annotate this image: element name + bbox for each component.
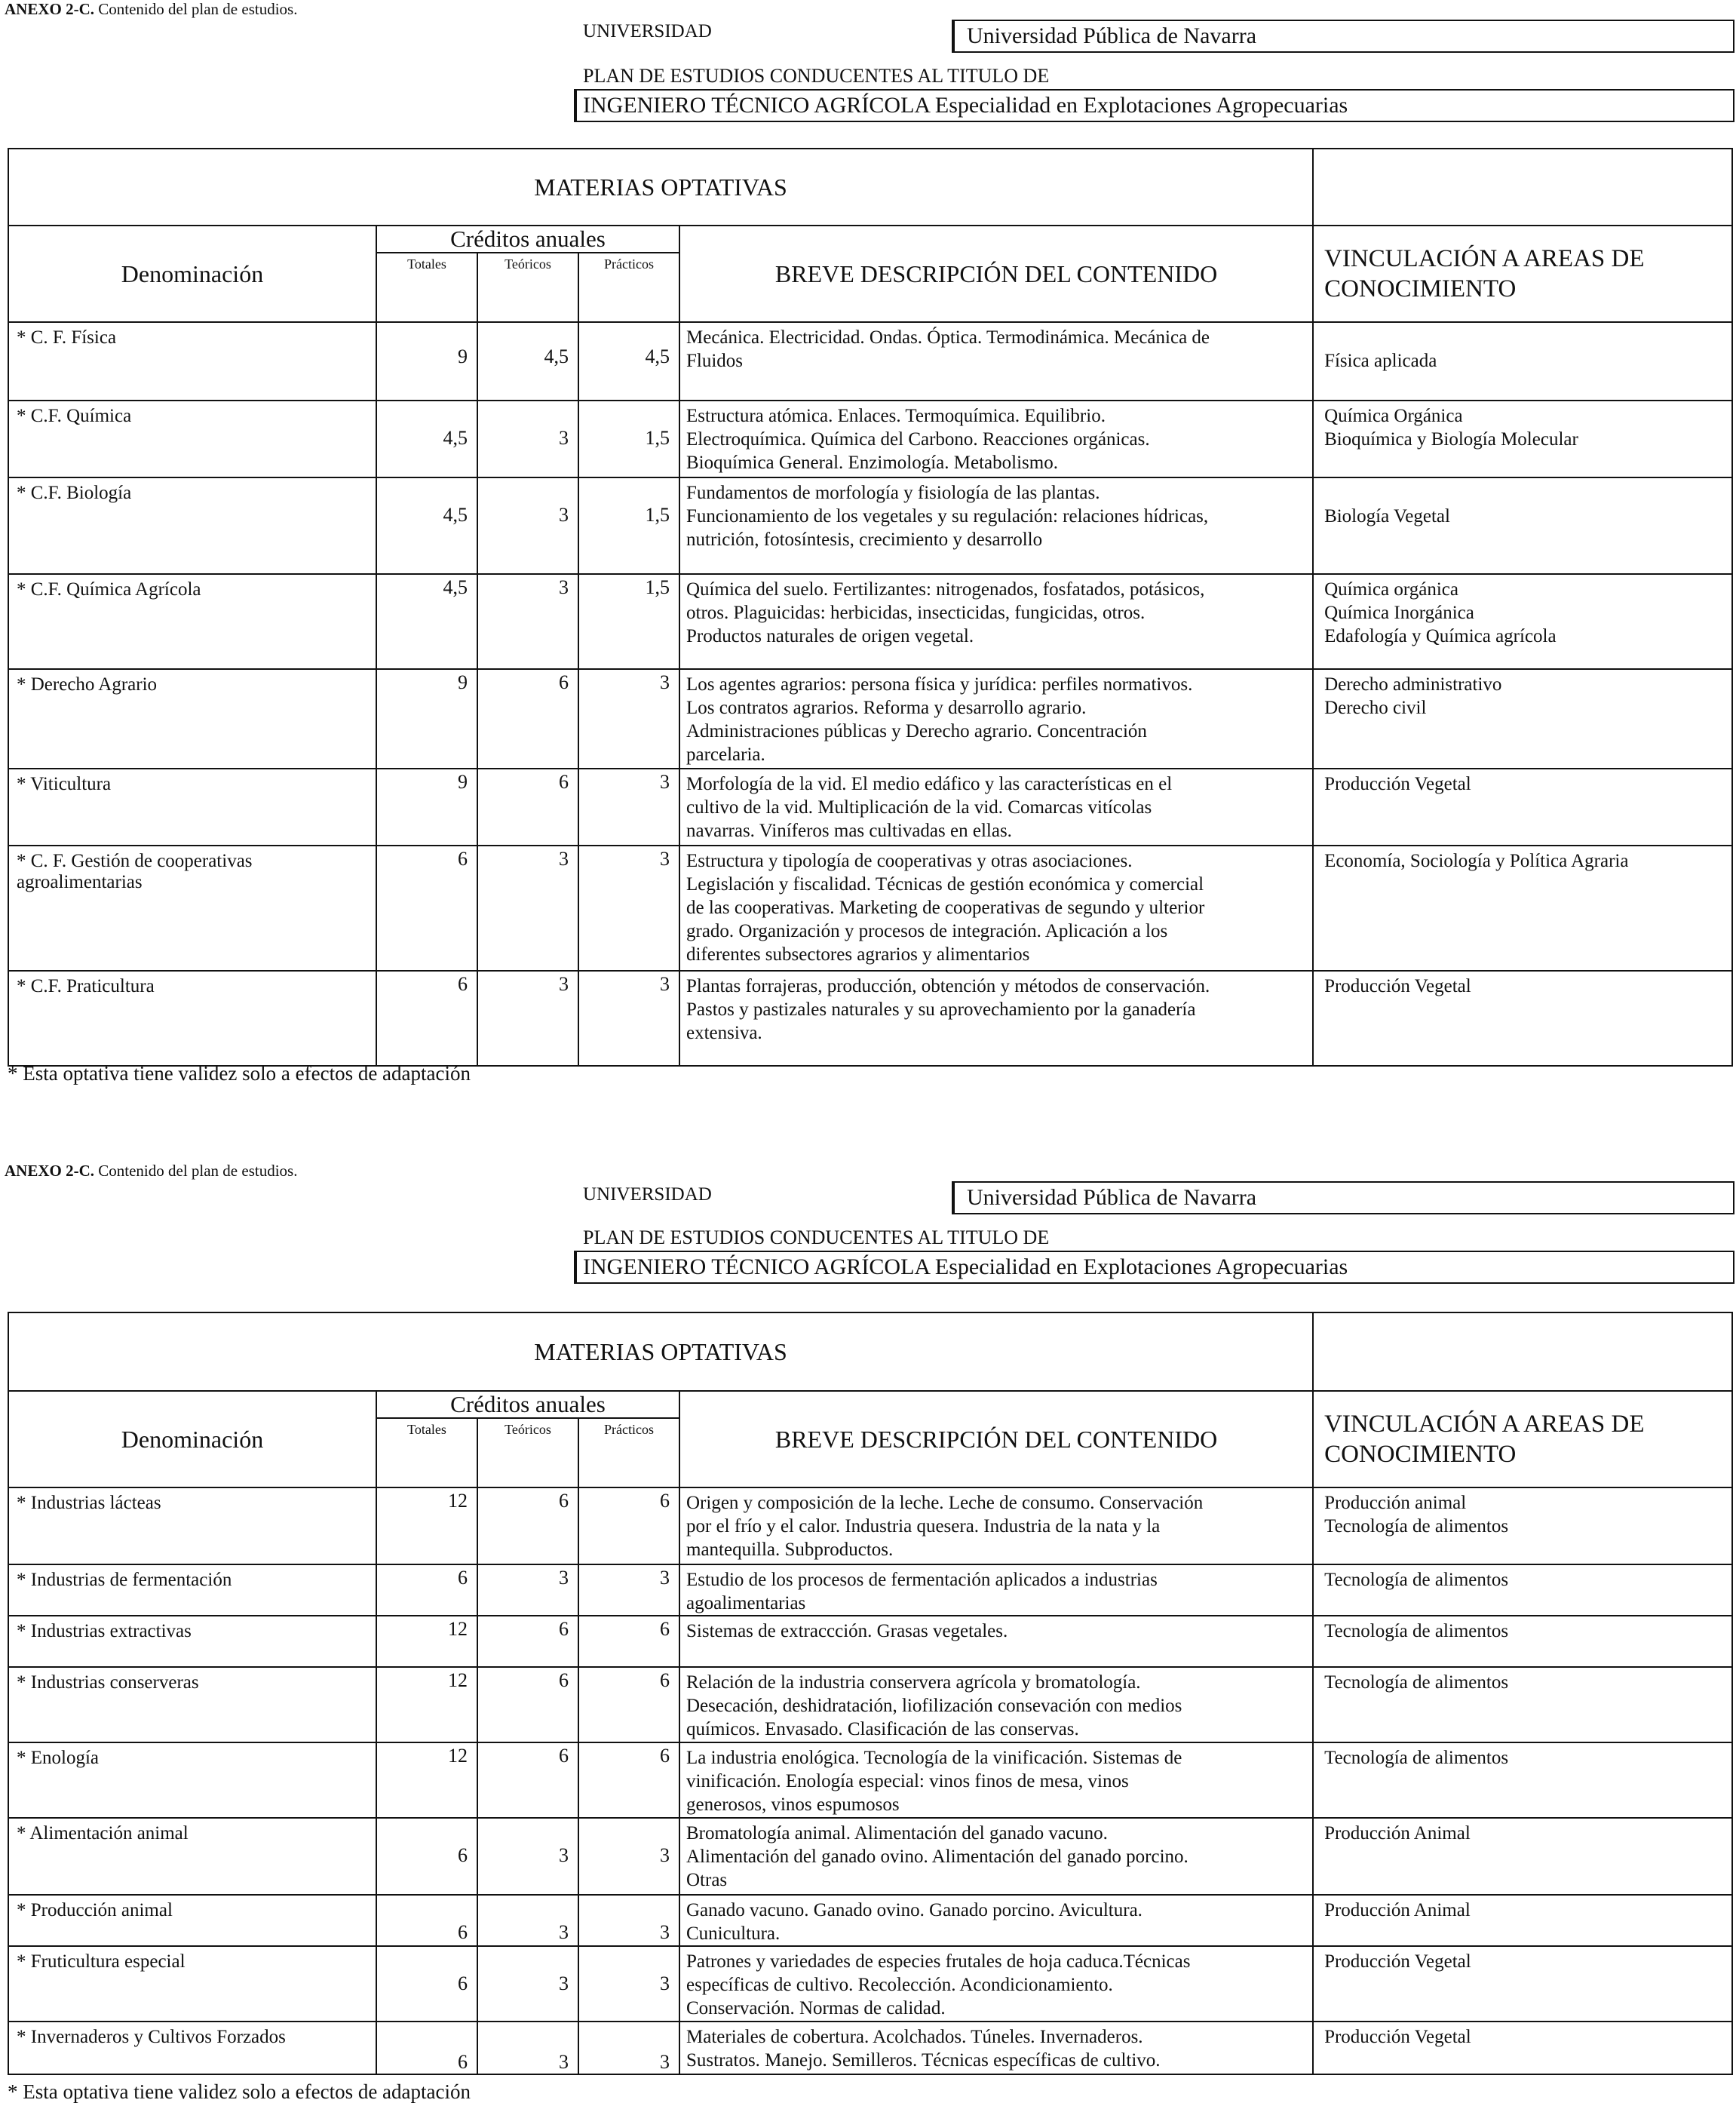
area-line: Física aplicada	[1324, 351, 1437, 371]
credits-total: 6	[376, 1946, 477, 2022]
table-row	[8, 1946, 1732, 2022]
subject-name: * Enología	[8, 1742, 376, 1818]
area-line: Economía, Sociología y Política Agraria	[1324, 851, 1629, 871]
subject-description	[679, 574, 1313, 669]
area-line: Producción animal	[1324, 1493, 1467, 1513]
credits-practice: 3	[578, 1818, 679, 1895]
knowledge-area	[1313, 1616, 1732, 1667]
credits-theory: 3	[477, 2022, 578, 2074]
credits-theory: 3	[477, 1818, 578, 1895]
description-line: Conservación. Normas de calidad.	[686, 1998, 946, 2019]
subject-description	[679, 669, 1313, 769]
description-line: nutrición, fotosíntesis, crecimiento y desarrollo	[686, 530, 1043, 550]
area-line: Tecnología de alimentos	[1324, 1516, 1509, 1537]
description-line: Cunicultura.	[686, 1923, 781, 1944]
area-line: Tecnología de alimentos	[1324, 1570, 1509, 1590]
credits-theory: 3	[477, 971, 578, 1066]
description-line: diferentes subsectores agrarios y alimentarios	[686, 944, 1030, 965]
knowledge-area	[1313, 1818, 1732, 1895]
optional-subjects-table	[8, 1312, 1733, 2075]
description-line: Funcionamiento de los vegetales y su regulación: relaciones hídricas,	[686, 506, 1209, 526]
credits-practice: 1,5	[578, 477, 679, 574]
table-row	[8, 669, 1732, 769]
credits-practice: 3	[578, 1564, 679, 1616]
table-row	[8, 1667, 1732, 1742]
area-line: Bioquímica y Biología Molecular	[1324, 429, 1578, 450]
credits-theory: 6	[477, 1616, 578, 1667]
description-line: Ganado vacuno. Ganado ovino. Ganado porcino. Avicultura.	[686, 1900, 1143, 1920]
knowledge-area	[1313, 669, 1732, 769]
credits-practice: 6	[578, 1616, 679, 1667]
credits-total: 6	[376, 846, 477, 971]
col-header-description: BREVE DESCRIPCIÓN DEL CONTENIDO	[679, 226, 1313, 322]
credits-theory: 6	[477, 1487, 578, 1564]
description-line: Patrones y variedades de especies frutales de hoja caduca.Técnicas	[686, 1951, 1191, 1972]
description-line: Origen y composición de la leche. Leche de consumo. Conservación	[686, 1493, 1204, 1513]
table-row	[8, 1487, 1732, 1564]
footnote: * Esta optativa tiene validez solo a efectos de adaptación	[8, 1062, 471, 1085]
credits-total: 4,5	[376, 477, 477, 574]
area-line: Producción Animal	[1324, 1823, 1471, 1844]
credits-practice: 6	[578, 1742, 679, 1818]
credits-theory: 3	[477, 401, 578, 477]
description-line: Alimentación del ganado ovino. Alimentación del ganado porcino.	[686, 1847, 1189, 1867]
subject-name: * Industrias de fermentación	[8, 1564, 376, 1616]
area-line: Química Orgánica	[1324, 406, 1463, 426]
university-name: Universidad Pública de Navarra	[952, 1181, 1734, 1214]
knowledge-area	[1313, 574, 1732, 669]
col-header-teoricos: Teóricos	[477, 1418, 578, 1487]
subject-description	[679, 1742, 1313, 1818]
knowledge-area	[1313, 1667, 1732, 1742]
credits-theory: 3	[477, 574, 578, 669]
credits-total: 12	[376, 1742, 477, 1818]
col-header-description: BREVE DESCRIPCIÓN DEL CONTENIDO	[679, 1391, 1313, 1487]
subject-name: * Fruticultura especial	[8, 1946, 376, 2022]
subject-name: * Derecho Agrario	[8, 669, 376, 769]
description-line: Morfología de la vid. El medio edáfico y las características en el	[686, 774, 1173, 794]
credits-practice: 3	[578, 1946, 679, 2022]
description-line: Otras	[686, 1870, 728, 1890]
description-line: específicas de cultivo. Recolección. Acondicionamiento.	[686, 1975, 1113, 1995]
credits-practice: 3	[578, 971, 679, 1066]
subject-description	[679, 846, 1313, 971]
subject-description	[679, 1818, 1313, 1895]
description-line: Legislación y fiscalidad. Técnicas de gestión económica y comercial	[686, 874, 1204, 895]
description-line: Pastos y pastizales naturales y su aprovechamiento por la ganadería	[686, 999, 1196, 1020]
knowledge-area	[1313, 846, 1732, 971]
credits-theory: 6	[477, 1742, 578, 1818]
credits-theory: 3	[477, 846, 578, 971]
annex-heading	[5, 0, 297, 19]
footnote: * Esta optativa tiene validez solo a efectos de adaptación	[8, 2080, 471, 2103]
description-line: generosos, vinos espumosos	[686, 1794, 900, 1815]
credits-total: 4,5	[376, 401, 477, 477]
subject-description	[679, 322, 1313, 401]
subject-description	[679, 1946, 1313, 2022]
subject-description	[679, 971, 1313, 1066]
credits-total: 6	[376, 1564, 477, 1616]
knowledge-area	[1313, 1564, 1732, 1616]
description-line: Estructura atómica. Enlaces. Termoquímica. Equilibrio.	[686, 406, 1106, 426]
optional-subjects-table	[8, 148, 1733, 1067]
table-row	[8, 971, 1732, 1066]
credits-total: 4,5	[376, 574, 477, 669]
area-line	[1324, 481, 1727, 505]
knowledge-area	[1313, 1895, 1732, 1946]
subject-name: * Industrias extractivas	[8, 1616, 376, 1667]
credits-practice: 1,5	[578, 401, 679, 477]
description-line: mantequilla. Subproductos.	[686, 1540, 894, 1560]
plan-label: PLAN DE ESTUDIOS CONDUCENTES AL TITULO DE	[583, 65, 1050, 87]
knowledge-area	[1313, 1487, 1732, 1564]
area-line: Producción Vegetal	[1324, 774, 1471, 794]
table-row	[8, 1616, 1732, 1667]
degree-title: INGENIERO TÉCNICO AGRÍCOLA Especialidad en Explotaciones Agropecuarias	[574, 1251, 1734, 1284]
subject-name: * C. F. Física	[8, 322, 376, 401]
credits-practice: 6	[578, 1667, 679, 1742]
subject-name: * C. F. Gestión de cooperativas agroalimentarias	[8, 846, 376, 971]
knowledge-area	[1313, 1946, 1732, 2022]
description-line: navarras. Viníferos mas cultivadas en ellas.	[686, 821, 1012, 841]
table-title-blank	[1313, 1312, 1732, 1391]
col-header-credits: Créditos anuales	[376, 1391, 679, 1418]
description-line: Productos naturales de origen vegetal.	[686, 626, 974, 646]
area-line: Química Inorgánica	[1324, 603, 1474, 623]
description-line: Estudio de los procesos de fermentación aplicados a industrias	[686, 1570, 1158, 1590]
description-line: parcelaria.	[686, 744, 765, 765]
credits-practice: 6	[578, 1487, 679, 1564]
credits-theory: 6	[477, 669, 578, 769]
degree-title: INGENIERO TÉCNICO AGRÍCOLA Especialidad en Explotaciones Agropecuarias	[574, 89, 1734, 122]
credits-practice: 1,5	[578, 574, 679, 669]
subject-description	[679, 1487, 1313, 1564]
description-line: Bromatología animal. Alimentación del ganado vacuno.	[686, 1823, 1108, 1844]
description-line: extensiva.	[686, 1023, 762, 1043]
credits-total: 9	[376, 769, 477, 846]
table-row	[8, 769, 1732, 846]
subject-name: * C.F. Praticultura	[8, 971, 376, 1066]
col-header-totales: Totales	[376, 253, 477, 322]
knowledge-area	[1313, 1742, 1732, 1818]
annex-label: ANEXO 2-C.	[5, 0, 94, 18]
knowledge-area	[1313, 971, 1732, 1066]
credits-total: 9	[376, 669, 477, 769]
credits-theory: 4,5	[477, 322, 578, 401]
table-row	[8, 1895, 1732, 1946]
description-line: cultivo de la vid. Multiplicación de la vid. Comarcas vitícolas	[686, 797, 1152, 818]
annex-heading	[5, 1162, 297, 1180]
description-line: de las cooperativas. Marketing de cooperativas de segundo y ulterior	[686, 898, 1205, 918]
knowledge-area	[1313, 322, 1732, 401]
table-row	[8, 322, 1732, 401]
subject-description	[679, 2022, 1313, 2074]
credits-total: 6	[376, 971, 477, 1066]
table-row	[8, 2022, 1732, 2074]
area-line: Tecnología de alimentos	[1324, 1748, 1509, 1768]
table-row	[8, 1818, 1732, 1895]
credits-total: 12	[376, 1667, 477, 1742]
description-line: Mecánica. Electricidad. Ondas. Óptica. Termodinámica. Mecánica de	[686, 327, 1210, 348]
col-header-totales: Totales	[376, 1418, 477, 1487]
col-header-practicos: Prácticos	[578, 253, 679, 322]
description-line: Electroquímica. Química del Carbono. Reacciones orgánicas.	[686, 429, 1150, 450]
description-line: Desecación, deshidratación, liofilización consevación con medios	[686, 1696, 1182, 1716]
subject-name: * Invernaderos y Cultivos Forzados	[8, 2022, 376, 2074]
col-header-name: Denominación	[8, 1391, 376, 1487]
credits-practice: 4,5	[578, 322, 679, 401]
description-line: Sustratos. Manejo. Semilleros. Técnicas específicas de cultivo.	[686, 2050, 1161, 2071]
credits-practice: 3	[578, 769, 679, 846]
subject-description	[679, 1667, 1313, 1742]
col-header-area: VINCULACIÓN A AREAS DE CONOCIMIENTO	[1313, 1391, 1732, 1487]
credits-total: 6	[376, 2022, 477, 2074]
credits-total: 6	[376, 1818, 477, 1895]
table-row	[8, 846, 1732, 971]
subject-name: * Viticultura	[8, 769, 376, 846]
credits-theory: 3	[477, 1895, 578, 1946]
subject-description	[679, 1895, 1313, 1946]
description-line: agoalimentarias	[686, 1593, 806, 1613]
credits-theory: 3	[477, 477, 578, 574]
area-line: Edafología y Química agrícola	[1324, 626, 1557, 646]
description-line: Estructura y tipología de cooperativas y otras asociaciones.	[686, 851, 1133, 871]
area-line	[1324, 326, 1727, 349]
credits-total: 12	[376, 1616, 477, 1667]
subject-name: * C.F. Química Agrícola	[8, 574, 376, 669]
area-line: Biología Vegetal	[1324, 506, 1450, 526]
subject-name: * Industrias conserveras	[8, 1667, 376, 1742]
area-line: Producción Animal	[1324, 1900, 1471, 1920]
subject-name: * Alimentación animal	[8, 1818, 376, 1895]
description-line: vinificación. Enología especial: vinos finos de mesa, vinos	[686, 1771, 1129, 1791]
area-line: Derecho administrativo	[1324, 674, 1502, 695]
subject-description	[679, 401, 1313, 477]
university-label: UNIVERSIDAD	[583, 21, 712, 41]
subject-name: * C.F. Química	[8, 401, 376, 477]
subject-description	[679, 769, 1313, 846]
credits-theory: 3	[477, 1564, 578, 1616]
subject-description	[679, 1564, 1313, 1616]
description-line: Química del suelo. Fertilizantes: nitrogenados, fosfatados, potásicos,	[686, 579, 1205, 600]
credits-theory: 6	[477, 769, 578, 846]
annex-label: ANEXO 2-C.	[5, 1162, 94, 1180]
description-line: Sistemas de extraccción. Grasas vegetales.	[686, 1621, 1008, 1641]
table-row	[8, 477, 1732, 574]
credits-theory: 6	[477, 1667, 578, 1742]
table-row	[8, 574, 1732, 669]
description-line: grado. Organización y procesos de integración. Aplicación a los	[686, 921, 1168, 941]
credits-practice: 3	[578, 2022, 679, 2074]
annex-text: Contenido del plan de estudios.	[94, 0, 298, 18]
description-line: Fluidos	[686, 351, 744, 371]
description-line: otros. Plaguicidas: herbicidas, insecticidas, fungicidas, otros.	[686, 603, 1146, 623]
description-line: Fundamentos de morfología y fisiología de las plantas.	[686, 483, 1100, 503]
subject-description	[679, 1616, 1313, 1667]
annex-text: Contenido del plan de estudios.	[94, 1162, 298, 1180]
col-header-area: VINCULACIÓN A AREAS DE CONOCIMIENTO	[1313, 226, 1732, 322]
area-line: Química orgánica	[1324, 579, 1459, 600]
description-line: Administraciones públicas y Derecho agrario. Concentración	[686, 721, 1147, 741]
credits-practice: 3	[578, 1895, 679, 1946]
knowledge-area	[1313, 2022, 1732, 2074]
table-title: MATERIAS OPTATIVAS	[8, 149, 1313, 226]
table-row	[8, 1742, 1732, 1818]
knowledge-area	[1313, 769, 1732, 846]
col-header-name: Denominación	[8, 226, 376, 322]
area-line: Tecnología de alimentos	[1324, 1672, 1509, 1693]
area-line: Producción Vegetal	[1324, 1951, 1471, 1972]
description-line: Los agentes agrarios: persona física y jurídica: perfiles normativos.	[686, 674, 1193, 695]
description-line: Materiales de cobertura. Acolchados. Túneles. Invernaderos.	[686, 2027, 1143, 2047]
col-header-practicos: Prácticos	[578, 1418, 679, 1487]
description-line: químicos. Envasado. Clasificación de las conservas.	[686, 1719, 1079, 1739]
subject-name: * Industrias lácteas	[8, 1487, 376, 1564]
col-header-credits: Créditos anuales	[376, 226, 679, 253]
subject-name: * Producción animal	[8, 1895, 376, 1946]
credits-practice: 3	[578, 669, 679, 769]
subject-name: * C.F. Biología	[8, 477, 376, 574]
description-line: por el frío y el calor. Industria quesera. Industria de la nata y la	[686, 1516, 1161, 1537]
knowledge-area	[1313, 401, 1732, 477]
university-name: Universidad Pública de Navarra	[952, 20, 1734, 53]
credits-total: 12	[376, 1487, 477, 1564]
university-label: UNIVERSIDAD	[583, 1184, 712, 1205]
description-line: Bioquímica General. Enzimología. Metabolismo.	[686, 453, 1058, 473]
area-line: Tecnología de alimentos	[1324, 1621, 1509, 1641]
credits-theory: 3	[477, 1946, 578, 2022]
subject-description	[679, 477, 1313, 574]
description-line: La industria enológica. Tecnología de la vinificación. Sistemas de	[686, 1748, 1182, 1768]
description-line: Plantas forrajeras, producción, obtención y métodos de conservación.	[686, 976, 1210, 996]
credits-total: 9	[376, 322, 477, 401]
table-title-blank	[1313, 149, 1732, 226]
description-line: Relación de la industria conservera agrícola y bromatología.	[686, 1672, 1141, 1693]
plan-label: PLAN DE ESTUDIOS CONDUCENTES AL TITULO DE	[583, 1226, 1050, 1248]
credits-total: 6	[376, 1895, 477, 1946]
area-line: Producción Vegetal	[1324, 976, 1471, 996]
table-title: MATERIAS OPTATIVAS	[8, 1312, 1313, 1391]
knowledge-area	[1313, 477, 1732, 574]
table-row	[8, 401, 1732, 477]
col-header-teoricos: Teóricos	[477, 253, 578, 322]
area-line: Producción Vegetal	[1324, 2027, 1471, 2047]
credits-practice: 3	[578, 846, 679, 971]
area-line: Derecho civil	[1324, 698, 1427, 718]
description-line: Los contratos agrarios. Reforma y desarrollo agrario.	[686, 698, 1087, 718]
table-row	[8, 1564, 1732, 1616]
